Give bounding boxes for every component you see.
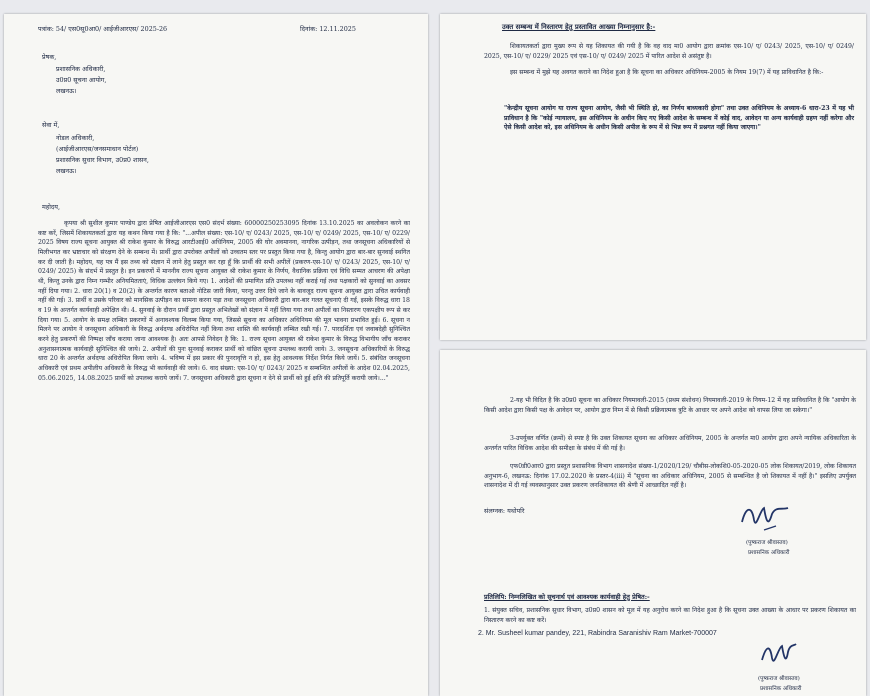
letter-body: कृपया श्री सुशील कुमार पाण्डेय द्वारा प्रेषित आईजीआरएस एस0 संदर्भ संख्या: 60000250253095 दिनांक 13.10.2025 का अवलोकन करने का कष्ट करें, जिसमें शिकायतकर्ता द्वारा यह कथन किया गया है कि: "...अपील संख्या: एस-10/ ए/ 0243/ 2025, एस-10/ ए/ 0249/ 2025, एस-10/ ए/ 0229/ 2025 विषय राज्य सूचना आयुक्त श्री राकेश कुमार के विरुद्ध आरटीआई0 अधिनियम, 2005 की घोर अवमानना, नागरिक उत्पीड़न, तथा जनसूचना अधिकारियों से मिलीभगत कर भ्रष्टाचार को संरक्षण देने के सम्बन्ध में। प्रार्थी द्वारा उपरोक्त अपीलों को उच्चतम स्तर पर प्रस्तुत किया गया है, किन्तु आयोग द्वारा बार-बार सुनवाई स्थगित कर दी जाती है। महोदय, यह पत्र मैं इस तथ्य को संज्ञान में लाने हेतु प्रस्तुत कर रहा हूँ कि प्रार्थी की सभी अपीलें (प्रकरण-एस-10/ ए/ 0243/ 2025, एस-10/ ए/ 0249/ 2025) के संदर्भ में प्रस्तुत है। इन प्रकरणों में माननीय राज्य सूचना आयुक्त श्री राकेश कुमार के निर्णय, वैधानिक प्रक्रिया एवं विधि सम्मत आचरण की अपेक्षा थी, किन्तु उनके द्वारा निम्न गम्भीर अनियमितताएं, विधिक उल्लंघन किये गए। 1. आदेशों की प्रमाणित प्रति उपलब्ध नहीं कराई गई तथा पक्षकारों को सुनवाई का अवसर नहीं दिया गया। 2. धारा 20(1) व 20(2) के अन्तर्गत कारण बताओ नोटिस जारी किया, परन्तु उत्तर दिये जाने के बावजूद राज्य सूचना आयुक्त द्वारा उचित कार्यवाही नहीं की गई। 3. प्रार्थी व उसके परिवार को मानसिक उत्पीड़न का सामना करना पड़ा तथा जनसूचना अधिकारी द्वारा बार-बार गलत सूचनाएं दी गईं, इसके विरुद्ध धारा 18 व 19 के अन्तर्गत कार्यवाही अपेक्षित थी। 4. सुनवाई के दौरान प्रार्थी द्वारा प्रस्तुत अभिलेखों को संज्ञान में नहीं लिया गया तथा अपीलों का निस्तारण एकपक्षीय रूप से कर दिया गया। 5. आयोग के समक्ष लम्बित प्रकरणों में अनावश्यक विलम्ब किया गया, जिससे सूचना का अधिकार अधिनियम की मूल भावना प्रभावित हुई। 6. सूचना न मिलने पर आयोग ने जनसूचना अधिकारी के विरुद्ध अर्थदण्ड अधिरोपित नहीं किया तथा शास्ति की कार्यवाही लम्बित रखी गई। 7. पारदर्शिता एवं जवाबदेही सुनिश्चित करने हेतु प्रकरणों की निष्पक्ष जाँच कराया जाना आवश्यक है। अतः आपसे निवेदन है कि: 1. राज्य सूचना आयुक्त श्री राकेश कुमार के विरुद्ध विभागीय जाँच कराकर अनुशासनात्मक कार्यवाही सुनिश्चित की जाये। 2. अपीलों की पुनः सुनवाई कराकर प्रार्थी को वांछित सूचना उपलब्ध करायी जाये। 3. जनसूचना अधिकारियों के विरुद्ध धारा 20 के अन्तर्गत अर्थदण्ड अधिरोपित किया जाये। 4. भविष्य में इस प्रकार की पुनरावृत्ति न हो, इस हेतु आवश्यक निर्देश निर्गत किये जायें। 5. संबंधित जनसूचना अधिकारी एवं प्रथम अपीलीय अधिकारी के विरुद्ध भी कार्यवाही की जाये। 6. वाद संख्या: एस-10/ ए/ 0243/ 2025 व सम्बन्धित अपीलों के आदेश 02.04.2025, 05.06.2025, 14.08.2025 प्रार्थी को उपलब्ध कराये जायें। 7. जनसूचना अधिकारी द्वारा सूचना न देने से प्रार्थी को हुई क्षति की प्रतिपूर्ति करायी जाये।..." [38,220,410,382]
from-line: लखनऊ। [56,87,77,95]
copy-recipient-1: 1. संयुक्त सचिव, प्रशासनिक सुधार विभाग, उ0प्र0 शासन को मूल में यह अनुरोध करने का निदेश हुआ है कि सूचना उक्त आख्या के आधार पर प्रकरण शिकायत का निस्तारण करने का कष्ट करें। [484,607,856,624]
signatory-name: (पुष्कराज श्रीवास्तव) [758,676,800,682]
signatory-name: (पुष्कराज श्रीवास्तव) [746,540,788,546]
complaint-summary: शिकायतकर्ता द्वारा मुख्य रूप से यह शिकायत की गयी है कि वह वाद मा0 आयोग द्वारा क्रमांक एस-10/ ए/ 0243/ 2025, एस-10/ ए/ 0249/ 2025, एस-10/ ए/ 0229/ 2025 एवं एस-10/ ए/ 0249/ 2025 में पारित आदेश से असंतुष्ट है। [484,43,854,60]
letter-page-1 [4,14,428,696]
to-line: (आईजीआरएस/जनसमाधान पोर्टल) [56,145,139,153]
point-4: एफ0डी0आर0 द्वारा प्रस्तुत प्रशासनिक विभाग शासनादेश संख्या-1/2020/129/ चौबीस-लोकशि0-05-2020-05 लोक शिकायत/2019, लोक शिकायत अनुभाग-6, लखनऊ: दिनांक 17.02.2020 के प्रस्तर-4(iii) में "सूचना का अधिकार अधिनियम, 2005 से सम्बन्धित है जो शिकायत में नहीं है।" इसलिए उपर्युक्त शासनादेश में दी गई व्यवस्थानुसार उक्त प्रकरण जनशिकायत की श्रेणी में आच्छादित नहीं है। [484,463,856,490]
to-line: नोडल अधिकारी, [56,134,95,142]
letter-page-2 [440,14,866,340]
to-line: प्रशासनिक सुधार विभाग, उ0प्र0 शासन, [56,156,149,164]
signature-1 [736,500,794,536]
enclosure-note: संलग्नक: यथोपरि [484,507,525,515]
salutation: महोदय, [42,203,61,211]
legal-provision-quote: "केन्द्रीय सूचना आयोग या राज्य सूचना आयोग, जैसी भी स्थिति हो, का निर्णय बाध्यकारी होगा" तथा उक्त अधिनियम के अध्याय-6 धारा-23 में यह भी प्राविधान है कि "कोई न्यायालय, इस अधिनियम के अधीन किए गए किसी आदेश के सम्बन्ध में कोई वाद, आवेदन या अन्य कार्यवाही ग्रहण नहीं करेगा और ऐसे किसी आदेश को, इस अधिनियम के अधीन किसी अपील के रूप में से भिन्न रूप में प्रश्नगत नहीं किया जाएगा।" [504,105,854,132]
letter-page-3 [440,350,866,696]
copy-recipient-2: 2. Mr. Susheel kumar pandey, 221, Rabindra Saranishiv Ram Market-700007 [478,630,717,637]
reference-number: पत्रांक: 54/ एस0सू0आ0/ आईजीआरएस/ 2025-26 [38,25,168,33]
section-heading: उक्त सम्बन्ध में निस्तारण हेतु प्रस्तावित आख्या निम्नानुसार है:- [502,23,656,31]
to-label: सेवा में, [42,121,60,129]
provision-intro: इस सम्बन्ध में मुझे यह अवगत कराने का निदेश हुआ है कि सूचना का अधिकार अधिनियम-2005 के नियम 19(7) में यह प्राविधानित है कि:- [510,69,824,76]
copy-heading: प्रतिलिपि: निम्नलिखित को सूचनार्थ एवं आवश्यक कार्यवाही हेतु प्रेषित:- [484,593,650,601]
from-line: उ0प्र0 सूचना आयोग, [56,76,107,84]
signature-2 [758,636,798,672]
to-line: लखनऊ। [56,167,77,175]
from-line: प्रशासनिक अधिकारी, [56,65,106,73]
from-label: प्रेषक, [42,53,57,61]
point-3: 3-उपर्युक्त वर्णित (क्रमों) से स्पष्ट है कि उक्त शिकायत सूचना का अधिकार अधिनियम, 2005 के अन्तर्गत मा0 आयोग द्वारा अपने न्यायिक अधिकारिता के अन्तर्गत पारित विधिक आदेश की समीक्षा के संबंध में की गई है। [484,435,856,452]
signatory-title: प्रशासनिक अधिकारी [748,550,790,556]
signatory-title: प्रशासनिक अधिकारी [760,686,802,692]
letter-date: दिनांक: 12.11.2025 [300,25,356,33]
point-2: 2-यह भी विदित है कि उ0प्र0 सूचना का अधिकार नियमावली-2015 (प्रथम संशोधन) नियमावली-2019 के नियम-12 में यह प्राविधानित है कि "आयोग के किसी आदेश द्वारा किसी पक्ष के आवेदन पर, आयोग द्वारा निम्न में से किसी प्रक्रियात्मक त्रुटि के आधार पर अपने आदेश को वापस लिया जा सकेगा।" [484,397,856,414]
